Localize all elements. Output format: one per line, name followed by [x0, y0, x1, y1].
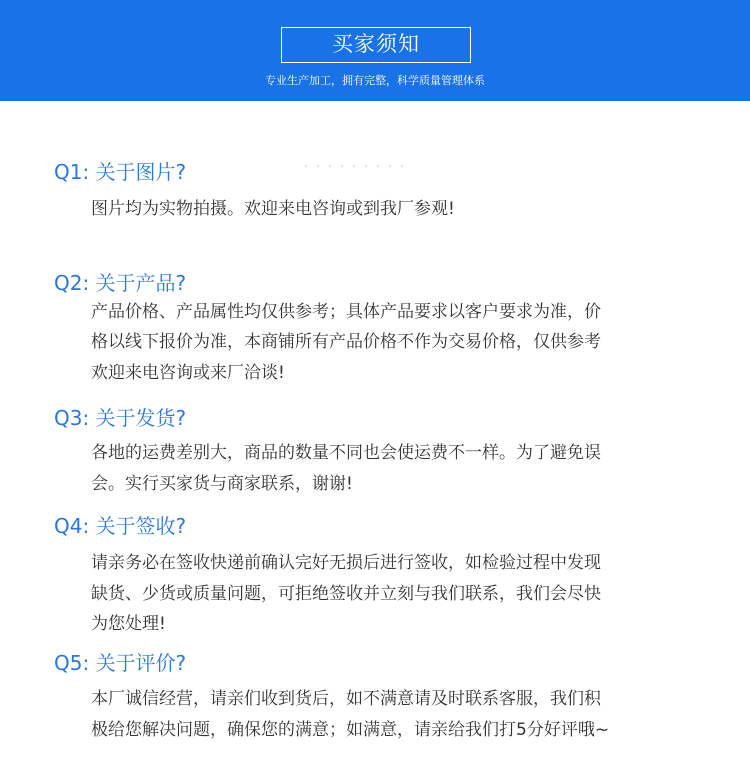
faq-answer-5-line-2: 极给您解决问题，确保您的满意；如满意，请亲给我们打5分好评哦~ — [91, 720, 610, 740]
page-title: 买家须知 — [281, 27, 471, 63]
faq-answer-1-line-1: 图片均为实物拍摄。欢迎来电咨询或到我厂参观! — [91, 199, 455, 219]
page-subtitle: 专业生产加工，拥有完整，科学质量管理体系 — [265, 74, 485, 87]
header-banner — [0, 0, 750, 101]
faq-answer-3-line-2: 会。实行买家货与商家联系，谢谢! — [91, 474, 353, 494]
faq-answer-2-line-2: 格以线下报价为准，本商铺所有产品价格不作为交易价格，仅供参考 — [91, 332, 601, 352]
faq-question-3: Q3: 关于发货? — [54, 406, 187, 430]
faq-answer-2-line-1: 产品价格、产品属性均仅供参考；具体产品要求以客户要求为准，价 — [91, 302, 601, 322]
faq-question-4: Q4: 关于签收? — [54, 514, 187, 538]
faq-answer-5-line-1: 本厂诚信经营，请亲们收到货后，如不满意请及时联系客服，我们积 — [91, 689, 601, 709]
faq-answer-3-line-1: 各地的运费差别大，商品的数量不同也会使运费不一样。为了避免误 — [91, 443, 601, 463]
faq-question-1: Q1: 关于图片? — [54, 160, 187, 184]
faq-question-2: Q2: 关于产品? — [54, 271, 187, 295]
decorative-dots — [305, 152, 445, 158]
faq-answer-4-line-1: 请亲务必在签收快递前确认完好无损后进行签收，如检验过程中发现 — [91, 553, 601, 573]
faq-answer-2-line-3: 欢迎来电咨询或来厂洽谈! — [91, 363, 285, 383]
faq-answer-4-line-3: 为您处理! — [91, 614, 166, 634]
faq-question-5: Q5: 关于评价? — [54, 651, 187, 675]
faq-answer-4-line-2: 缺货、少货或质量问题，可拒绝签收并立刻与我们联系，我们会尽快 — [91, 584, 601, 604]
